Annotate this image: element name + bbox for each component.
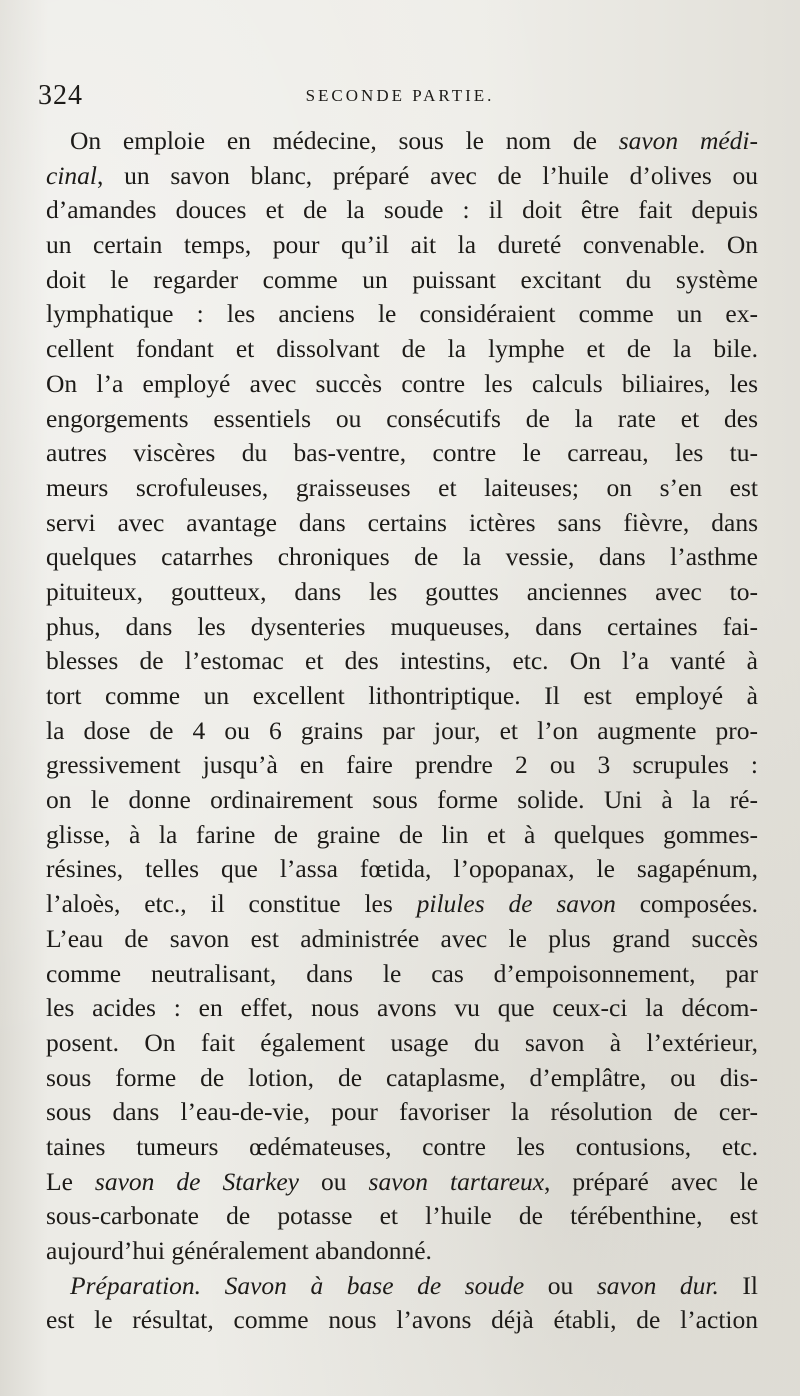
text-run: Le (46, 1166, 95, 1196)
text-line (46, 1061, 758, 1096)
text-line (46, 367, 758, 402)
text-run: la dose de 4 ou 6 grains par jour, et l’on augmente pro- (46, 715, 758, 745)
text-line (46, 1199, 758, 1234)
italic-run: savon de Starkey (94, 1166, 299, 1196)
text-line (46, 471, 758, 506)
text-run: on le donne ordinairement sous forme solide. Uni à la ré- (46, 785, 758, 815)
text-line (46, 297, 758, 332)
text-run: l’aloès, etc., il constitue les (46, 889, 417, 919)
text-run: un certain temps, pour qu’il ait la dureté convenable. On (46, 230, 758, 260)
text-run: aujourd’hui généralement abandonné. (46, 1236, 432, 1265)
text-line (46, 575, 758, 610)
text-run: , un savon blanc, préparé avec de l’huile d’olives ou (97, 160, 758, 190)
text-run: lymphatique : les anciens le considéraient comme un ex- (46, 299, 758, 329)
text-line (46, 159, 758, 194)
text-run: meurs scrofuleuses, graisseuses et laiteuses; on s’en est (46, 472, 758, 502)
text-run: tort comme un excellent lithontriptique. Il est employé à (46, 681, 758, 710)
text-run: sous forme de lotion, de cataplasme, d’emplâtre, ou dis- (46, 1062, 758, 1092)
text-line (46, 193, 758, 228)
italic-run: savon dur. (596, 1270, 719, 1300)
italic-run: savon tartareux (368, 1166, 545, 1196)
text-line (46, 124, 758, 159)
text-run: On emploie en médecine, sous le nom de (70, 126, 619, 155)
text-line (46, 1303, 758, 1338)
text-line (46, 748, 758, 783)
text-run: sous-carbonate de potasse et l’huile de térébenthine, est (46, 1201, 758, 1231)
text-run: taines tumeurs œdémateuses, contre les contusions, etc. (46, 1131, 758, 1161)
text-line (46, 436, 758, 471)
text-line (46, 644, 758, 679)
text-run: Il (718, 1270, 759, 1300)
text-run: engorgements essentiels ou consécutifs de la rate et des (46, 403, 758, 433)
text-run: composées. (615, 889, 758, 919)
text-line (46, 1269, 758, 1304)
text-run: , préparé avec le (544, 1166, 759, 1196)
page-number: 324 (38, 80, 83, 111)
text-run: quelques catarrhes chroniques de la vessie, dans l’asthme (46, 542, 758, 572)
text-line (46, 887, 758, 922)
text-line (46, 1234, 758, 1269)
text-line (46, 1130, 758, 1165)
text-run: pituiteux, goutteux, dans les gouttes anciennes avec to- (46, 576, 758, 606)
text-run: d’amandes douces et de la soude : il doit être fait depuis (46, 195, 758, 225)
text-run: posent. On fait également usage du savon à l’extérieur, (46, 1027, 758, 1057)
text-line (46, 610, 758, 645)
text-run: L’eau de savon est administrée avec le plus grand succès (46, 923, 758, 953)
text-line (46, 1095, 758, 1130)
text-line (46, 783, 758, 818)
text-run: doit le regarder comme un puissant excitant du système (46, 264, 758, 294)
text-run: On l’a employé avec succès contre les calculs biliaires, les (46, 368, 758, 398)
text-line (46, 679, 758, 714)
text-line (46, 957, 758, 992)
text-line (46, 332, 758, 367)
text-run: autres viscères du bas-ventre, contre le carreau, les tu- (46, 438, 758, 468)
body-text (46, 124, 758, 1338)
text-run: ou (299, 1166, 369, 1196)
text-run: ou (524, 1270, 597, 1300)
running-head (38, 80, 762, 112)
running-title: SECONDE PARTIE. (305, 86, 495, 105)
italic-run: savon médi- (618, 126, 758, 155)
text-run: comme neutralisant, dans le cas d’empoisonnement, par (46, 958, 758, 988)
text-line (46, 991, 758, 1026)
text-line (46, 228, 758, 263)
text-line (46, 540, 758, 575)
italic-run: cinal (46, 160, 97, 190)
text-line (46, 852, 758, 887)
text-run: gressivement jusqu’à en faire prendre 2 ou 3 scrupules : (46, 750, 758, 780)
text-line (46, 263, 758, 298)
text-run: blesses de l’estomac et des intestins, etc. On l’a vanté à (46, 646, 758, 676)
text-run: sous dans l’eau-de-vie, pour favoriser la résolution de cer- (46, 1097, 758, 1127)
text-run: est le résultat, comme nous l’avons déjà établi, de l’action (46, 1305, 758, 1335)
italic-run: pilules de savon (416, 889, 616, 919)
text-line (46, 402, 758, 437)
text-line (46, 818, 758, 853)
text-run: cellent fondant et dissolvant de la lymphe et de la bile. (46, 334, 758, 364)
text-run: servi avec avantage dans certains ictères sans fièvre, dans (46, 507, 758, 537)
text-line (46, 1026, 758, 1061)
text-run: glisse, à la farine de graine de lin et à quelques gommes- (46, 819, 758, 849)
italic-run: Préparation. Savon à base de soude (70, 1270, 525, 1300)
text-run: les acides : en effet, nous avons vu que ceux-ci la décom- (46, 993, 758, 1023)
text-line (46, 922, 758, 957)
text-line (46, 1165, 758, 1200)
text-run: phus, dans les dysenteries muqueuses, dans certaines fai- (46, 611, 758, 641)
text-run: résines, telles que l’assa fœtida, l’opopanax, le sagapénum, (46, 854, 758, 884)
text-line (46, 714, 758, 749)
text-line (46, 506, 758, 541)
